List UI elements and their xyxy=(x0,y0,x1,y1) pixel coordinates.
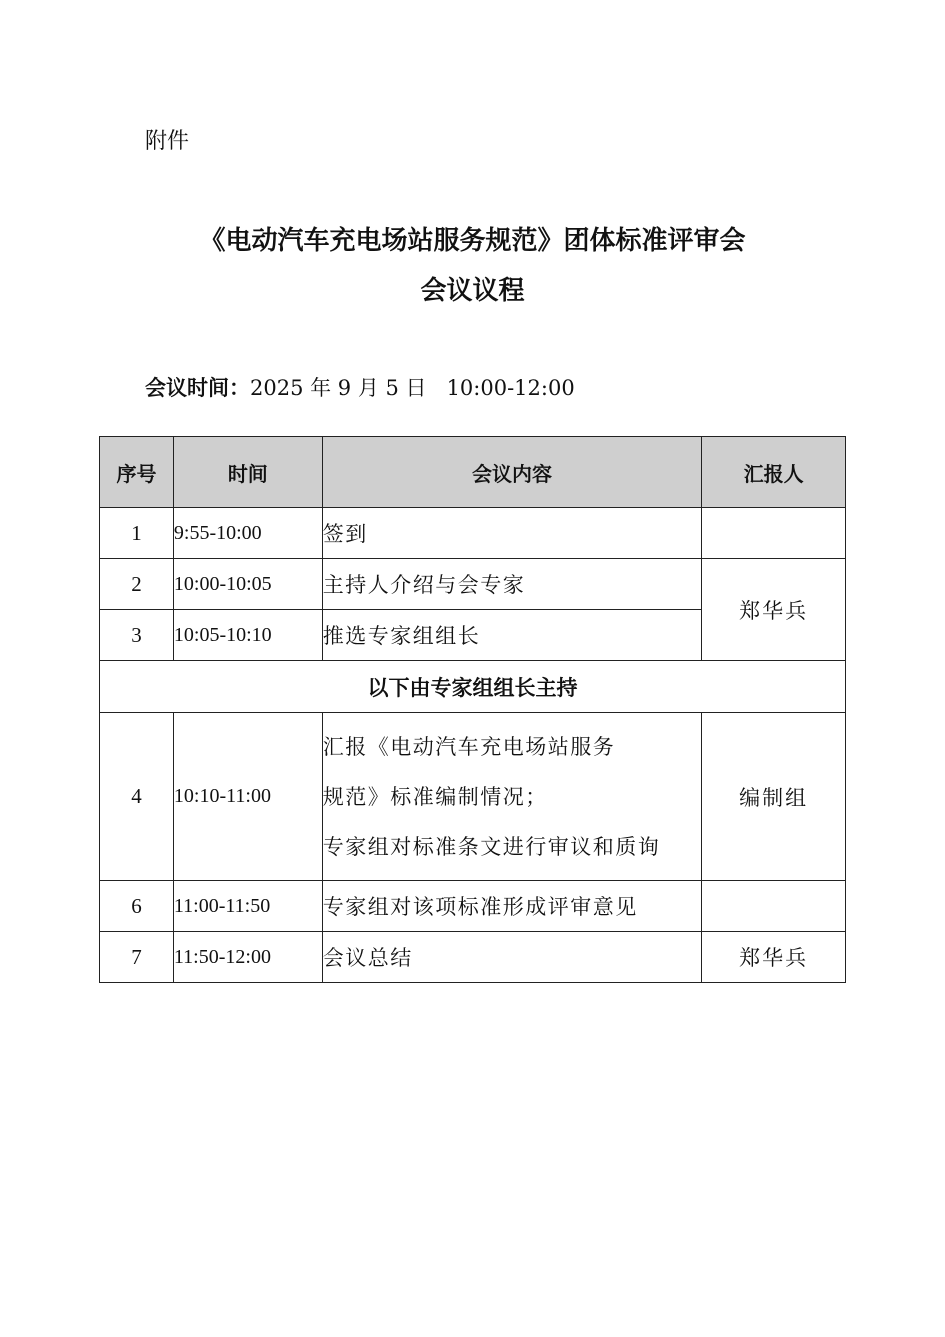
header-content: 会议内容 xyxy=(322,437,701,508)
row-number: 2 xyxy=(100,559,174,610)
agenda-table xyxy=(99,436,846,983)
row-number: 7 xyxy=(100,932,174,983)
row-reporter xyxy=(702,508,846,559)
attachment-label: 附件 xyxy=(145,129,190,154)
row-time: 10:05-10:10 xyxy=(173,610,322,661)
row-content-line: 专家组对标准条文进行审议和质询 xyxy=(322,834,661,859)
table-row xyxy=(100,713,846,881)
section-row xyxy=(100,661,846,713)
row-reporter: 编制组 xyxy=(702,713,846,881)
row-number: 6 xyxy=(100,881,174,932)
row-reporter: 郑华兵 xyxy=(702,559,846,661)
table-row xyxy=(100,559,846,610)
row-number: 4 xyxy=(100,713,174,881)
row-content: 专家组对该项标准形成评审意见 xyxy=(322,881,701,932)
section-heading: 以下由专家组组长主持 xyxy=(100,661,846,713)
header-reporter: 汇报人 xyxy=(702,437,846,508)
document-title: 《电动汽车充电场站服务规范》团体标准评审会 xyxy=(199,226,746,256)
row-number: 3 xyxy=(100,610,174,661)
row-reporter xyxy=(702,881,846,932)
row-time: 10:00-10:05 xyxy=(173,559,322,610)
header-number: 序号 xyxy=(100,437,174,508)
meeting-time-label: 会议时间： xyxy=(145,376,250,400)
row-content: 会议总结 xyxy=(322,932,701,983)
row-reporter: 郑华兵 xyxy=(702,932,846,983)
row-content-line: 规范》标准编制情况； xyxy=(322,784,548,809)
row-content: 推选专家组组长 xyxy=(322,610,701,661)
row-content: 签到 xyxy=(322,508,701,559)
table-header-row xyxy=(100,437,846,508)
row-time: 10:10-11:00 xyxy=(173,713,322,881)
row-content: 主持人介绍与会专家 xyxy=(322,559,701,610)
row-time: 11:50-12:00 xyxy=(173,932,322,983)
meeting-time-value: 2025 年 9 月 5 日 10:00-12:00 xyxy=(250,376,575,400)
row-content-line: 汇报《电动汽车充电场站服务 xyxy=(322,734,616,759)
table-row xyxy=(100,508,846,559)
row-time: 9:55-10:00 xyxy=(173,508,322,559)
row-content xyxy=(322,713,701,881)
table-row xyxy=(100,881,846,932)
meeting-time xyxy=(145,372,575,402)
header-time: 时间 xyxy=(173,437,322,508)
document-subtitle: 会议议程 xyxy=(420,276,525,306)
row-number: 1 xyxy=(100,508,174,559)
row-time: 11:00-11:50 xyxy=(173,881,322,932)
table-row xyxy=(100,932,846,983)
